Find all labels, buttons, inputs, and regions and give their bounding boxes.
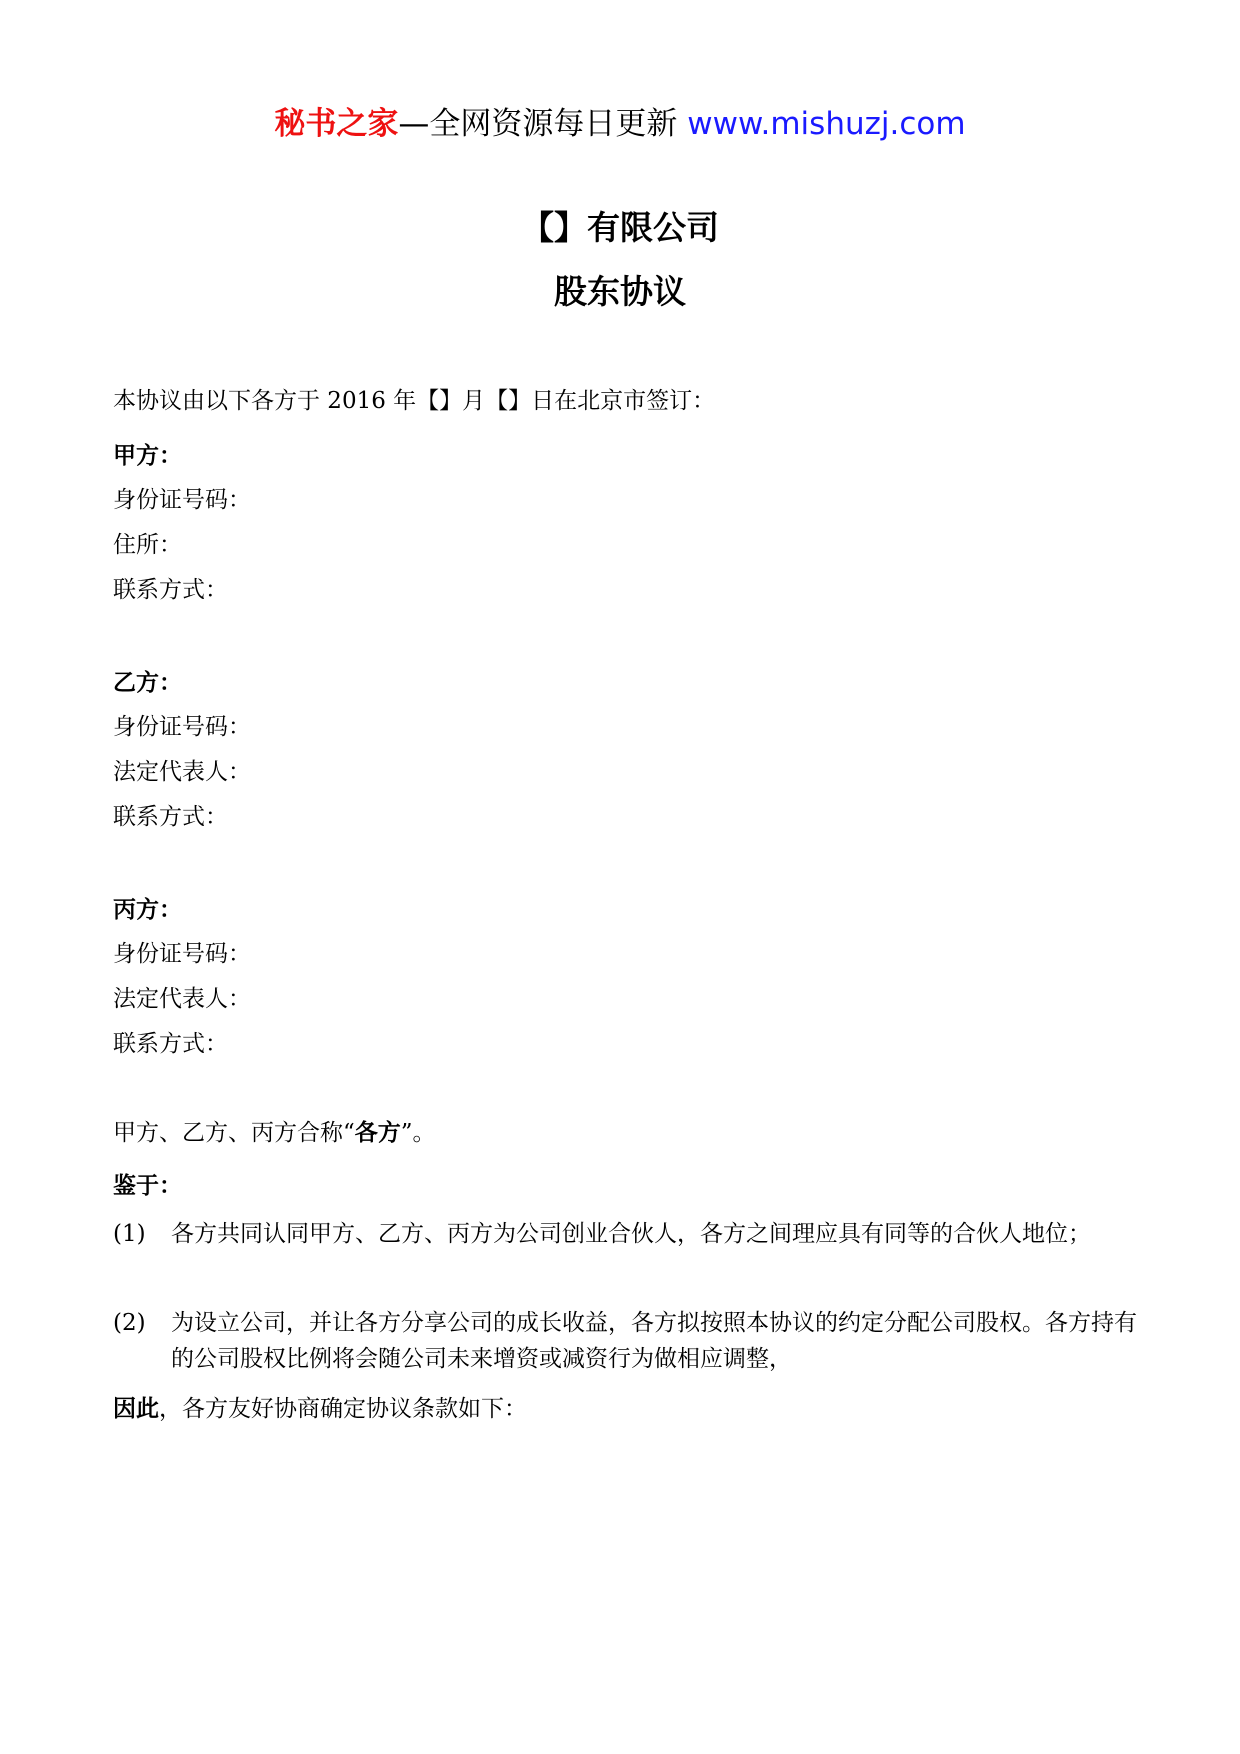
party-c-contact-field: 联系方式： [113,1031,228,1057]
whereas-heading: 鉴于： [113,1172,182,1199]
banner-url-link[interactable]: www.mishuzj.com [687,106,966,142]
company-title: 【】有限公司 [521,208,719,247]
document-title: 股东协议 [554,272,686,311]
party-b-contact-field: 联系方式： [113,804,228,830]
whereas-item-text: 为设立公司，并让各方分享公司的成长收益，各方拟按照本协议的约定分配公司股权。各方持有的公司股权比例将会随公司未来增资或减资行为做相应调整， [171,1310,1137,1372]
party-a-heading: 甲方： [113,442,182,469]
party-c-heading: 丙方： [113,896,182,923]
party-b-representative-field: 法定代表人： [113,759,251,785]
collective-prefix: 甲方、乙方、丙方合称“ [113,1120,355,1146]
collective-definition [113,1118,436,1148]
whereas-item-number: (1) [113,1221,146,1247]
therefore-rest: ，各方友好协商确定协议条款如下： [159,1396,527,1422]
party-b-id-field: 身份证号码： [113,714,251,740]
whereas-item-text: 各方共同认同甲方、乙方、丙方为公司创业合伙人，各方之间理应具有同等的合伙人地位； [171,1221,1091,1247]
therefore-lead: 因此 [113,1395,159,1422]
party-a-contact-field: 联系方式： [113,577,228,603]
site-banner [0,104,1240,144]
banner-brand: 秘书之家 [274,106,399,142]
party-c-representative-field: 法定代表人： [113,986,251,1012]
intro-paragraph: 本协议由以下各方于 2016 年【】月【】日在北京市签订： [113,388,716,414]
party-c-id-field: 身份证号码： [113,941,251,967]
banner-tagline: —全网资源每日更新 [398,106,678,142]
party-a-address-field: 住所： [113,532,182,558]
party-a-id-field: 身份证号码： [113,487,251,513]
collective-suffix: ”。 [400,1120,436,1146]
party-b-heading: 乙方： [113,669,182,696]
whereas-item-number: (2) [113,1310,146,1336]
therefore-paragraph [113,1394,527,1424]
collective-term: 各方 [354,1119,401,1146]
